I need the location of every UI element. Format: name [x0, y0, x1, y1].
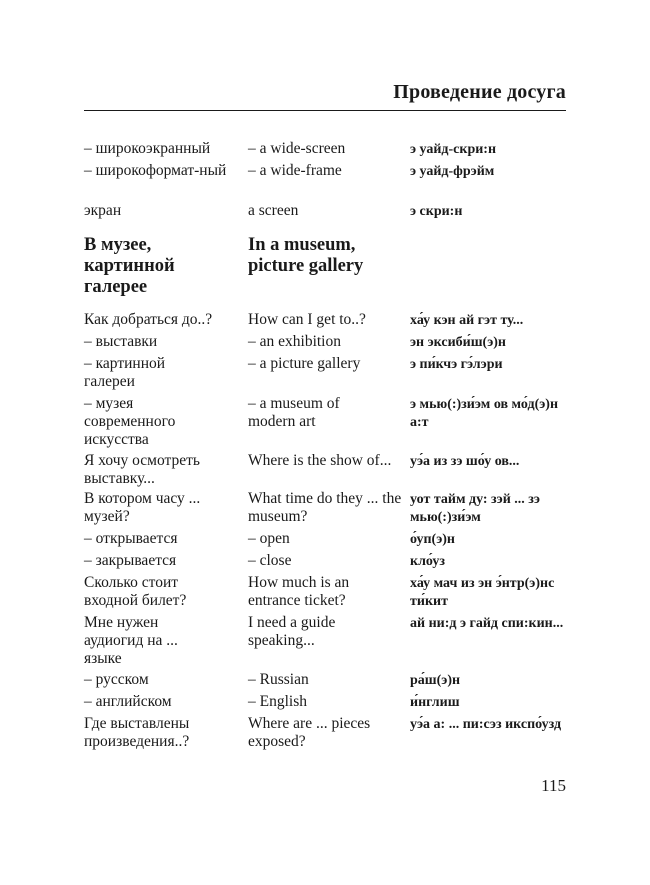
- english-phrase: Where is the show of...: [248, 452, 392, 469]
- english-phrase: How can I get to..?: [248, 311, 366, 328]
- table-row: [84, 614, 568, 671]
- english-phrase: – a museum of modern art: [248, 395, 340, 430]
- english-phrase: What time do they ... the museum?: [248, 490, 402, 525]
- transcription: ра́ш(э)н: [410, 673, 461, 688]
- table-row: [84, 140, 568, 162]
- transcription: э скри:н: [410, 204, 463, 219]
- table-row: [84, 530, 568, 552]
- english-phrase: – English: [248, 693, 307, 710]
- table-row: [84, 574, 568, 614]
- russian-phrase: – широкоэкранный: [84, 140, 211, 157]
- section-heading-russian: В музее, картинной галерее: [84, 235, 175, 297]
- russian-phrase: – закрывается: [84, 552, 177, 569]
- section-heading-english: In a museum, picture gallery: [248, 235, 364, 276]
- transcription: ха́у кэн ай гэт ту...: [410, 313, 524, 328]
- russian-phrase: В котором часу ... музей?: [84, 490, 201, 525]
- russian-phrase: Где выставлены произведения..?: [84, 715, 190, 750]
- table-row: [84, 395, 568, 452]
- page-header-title: Проведение досуга: [393, 81, 566, 103]
- transcription: ай ни:д э гайд спи:кин...: [410, 616, 564, 631]
- russian-phrase: экран: [84, 202, 122, 219]
- table-row: [84, 490, 568, 530]
- english-phrase: Where are ... pieces exposed?: [248, 715, 371, 750]
- transcription: о́уп(э)н: [410, 532, 455, 547]
- table-row: [84, 693, 568, 715]
- transcription: э пи́кчэ гэ́лэри: [410, 357, 503, 372]
- transcription: э мью(:)зи́эм ов мо́д(э)н а:т: [410, 397, 559, 430]
- english-phrase: – open: [248, 530, 290, 547]
- table-row: [84, 552, 568, 574]
- transcription: э уайд-скри:н: [410, 142, 497, 157]
- russian-phrase: Я хочу осмотреть выставку...: [84, 452, 200, 487]
- russian-phrase: – картинной галереи: [84, 355, 166, 390]
- transcription: уот тайм ду: зэй ... зэ мью(:)зи́эм: [410, 492, 540, 525]
- table-row: [84, 311, 568, 333]
- section-heading: [84, 235, 568, 311]
- english-phrase: – Russian: [248, 671, 309, 688]
- russian-phrase: – русском: [84, 671, 149, 688]
- table-row: [84, 202, 568, 235]
- english-phrase: – a picture gallery: [248, 355, 361, 372]
- page-number: 115: [541, 776, 566, 795]
- english-phrase: – close: [248, 552, 292, 569]
- russian-phrase: – музея современного искусства: [84, 395, 176, 448]
- transcription: э уайд-фрэйм: [410, 164, 495, 179]
- table-row: [84, 162, 568, 202]
- header-rule: [84, 110, 566, 111]
- russian-phrase: – английском: [84, 693, 172, 710]
- transcription: кло́уз: [410, 554, 446, 569]
- russian-phrase: – широкоформат-ный: [84, 162, 227, 179]
- table-row: [84, 671, 568, 693]
- transcription: и́нглиш: [410, 695, 460, 710]
- transcription: ха́у мач из эн э́нтр(э)нс ти́кит: [410, 576, 555, 609]
- english-phrase: I need a guide speaking...: [248, 614, 336, 649]
- transcription: уэ́а а: ... пи:сэз икспо́узд: [410, 717, 562, 732]
- table-row: [84, 452, 568, 490]
- english-phrase: – an exhibition: [248, 333, 341, 350]
- english-phrase: How much is an entrance ticket?: [248, 574, 350, 609]
- russian-phrase: Как добраться до..?: [84, 311, 213, 328]
- table-row: [84, 355, 568, 395]
- table-row: [84, 333, 568, 355]
- transcription: эн эксиби́ш(э)н: [410, 335, 506, 350]
- russian-phrase: Мне нужен аудиогид на ... языке: [84, 614, 178, 667]
- transcription: уэ́а из зэ шо́у ов...: [410, 454, 520, 469]
- english-phrase: – a wide-frame: [248, 162, 342, 179]
- russian-phrase: – открывается: [84, 530, 178, 547]
- russian-phrase: Сколько стоит входной билет?: [84, 574, 187, 609]
- english-phrase: – a wide-screen: [248, 140, 346, 157]
- english-phrase: a screen: [248, 202, 299, 219]
- table-row: [84, 715, 568, 755]
- phrase-table: [84, 140, 568, 755]
- russian-phrase: – выставки: [84, 333, 158, 350]
